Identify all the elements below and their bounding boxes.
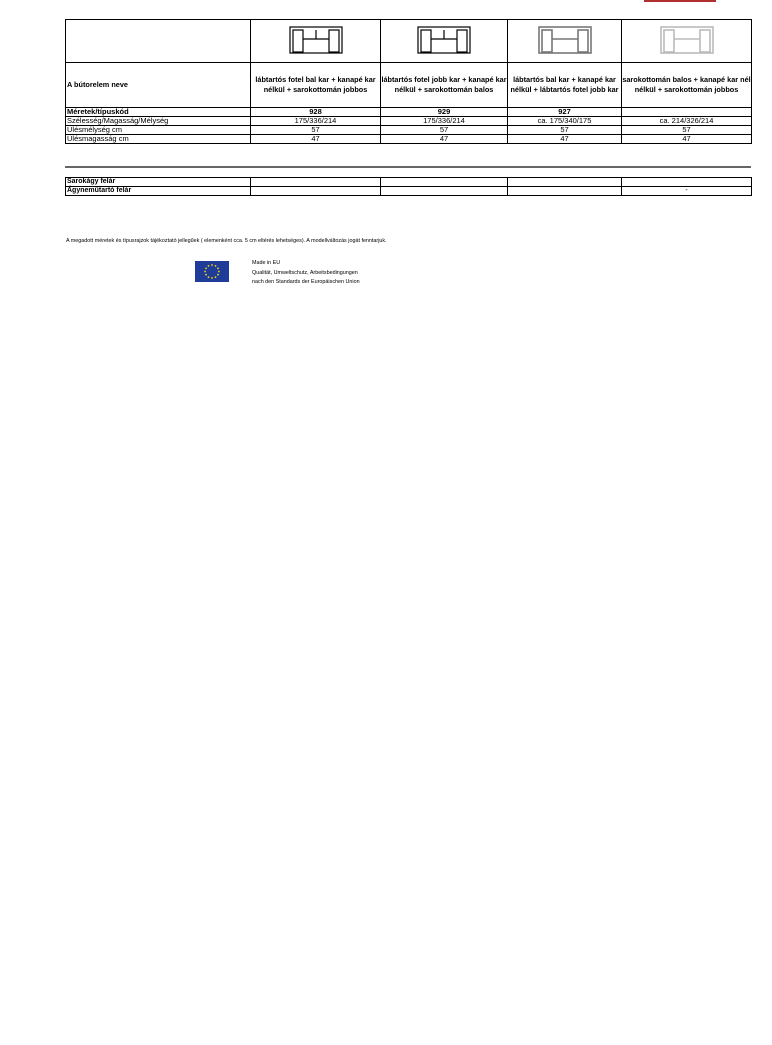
name-row [66, 63, 752, 108]
corner-bed-row [66, 178, 752, 187]
seat-height-cell: 47 [381, 135, 508, 144]
seat-height-row [66, 135, 752, 144]
made-line: Qualität, Umweltschutz, Arbeitsbedingungen [252, 269, 358, 276]
eu-flag-icon [195, 261, 229, 282]
code-row [66, 108, 752, 117]
made-line: Made in EU [252, 260, 281, 266]
sofa-diagram [622, 20, 752, 63]
row-label: Ülésmagasság cm [66, 135, 251, 144]
type-code: 929 [381, 108, 508, 117]
dims-cell: ca. 214/326/214 [622, 117, 752, 126]
dims-cell: ca. 175/340/175 [508, 117, 622, 126]
type-code: 927 [508, 108, 622, 117]
section-divider [65, 166, 751, 168]
row-label: Ülésmélység cm [66, 126, 251, 135]
product-name: lábtartós bal kar + kanapé kar nélkül + lábtartós fotel jobb kar [508, 63, 622, 108]
seat-depth-cell: 57 [251, 126, 381, 135]
row-label: Sarokágy felár [66, 178, 251, 187]
sofa-diagram [251, 20, 381, 63]
seat-height-cell: 47 [508, 135, 622, 144]
type-code: 928 [251, 108, 381, 117]
dims-cell: 175/336/214 [251, 117, 381, 126]
seat-depth-cell: 57 [381, 126, 508, 135]
top-red-mark [644, 0, 716, 2]
made-line: nach den Standards der Europäischen Union [252, 279, 360, 285]
row-label: Szélesség/Magasság/Mélység [66, 117, 251, 126]
made-in-eu-text [252, 259, 360, 288]
seat-height-cell: 47 [622, 135, 752, 144]
surcharge-table [65, 177, 752, 196]
sofa-diagram [508, 20, 622, 63]
disclaimer-note: A megadott méretek és típusrajzok tájékoztató jellegűek ( elemenként cca. 5 cm eltérés lehetséges). A modellváltozás jogát fenntarjuk. [66, 238, 387, 244]
seat-depth-cell: 57 [508, 126, 622, 135]
seat-depth-cell: 57 [622, 126, 752, 135]
product-name: lábtartós fotel jobb kar + kanapé kar nélkül + sarokottomán balos [381, 63, 508, 108]
row-label: Méretek/típuskód [66, 108, 251, 117]
seat-height-cell: 47 [251, 135, 381, 144]
diagram-row [66, 20, 752, 63]
row-label: A bútorelem neve [66, 63, 251, 108]
sofa-diagram [381, 20, 508, 63]
seat-depth-row [66, 126, 752, 135]
product-name: sarokottomán balos + kanapé kar nél nélkül + sarokottomán jobbos [622, 63, 752, 108]
spec-table [65, 19, 752, 144]
dims-row [66, 117, 752, 126]
dims-cell: 175/336/214 [381, 117, 508, 126]
row-label: Ágyneműtartó felár [66, 187, 251, 196]
product-name: lábtartós fotel bal kar + kanapé kar nélkül + sarokottomán jobbos [251, 63, 381, 108]
storage-row: Ágyneműtartó felár - [66, 187, 752, 196]
